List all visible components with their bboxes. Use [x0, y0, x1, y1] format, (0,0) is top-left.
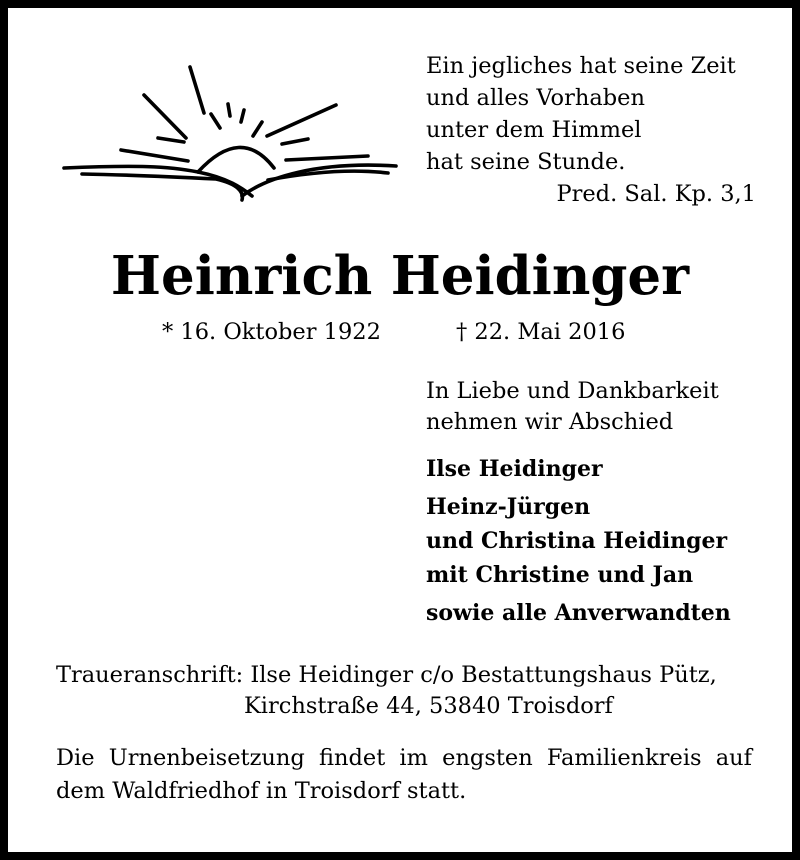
deceased-name: Heinrich Heidinger — [110, 245, 690, 307]
farewell-line: nehmen wir Abschied — [426, 409, 674, 435]
farewell-text — [426, 376, 719, 438]
mourning-address — [56, 660, 756, 722]
mourner-name: Heinz-Jürgen — [426, 494, 591, 520]
quote-line: hat seine Stunde. — [426, 149, 626, 175]
bible-quote — [426, 50, 756, 210]
mourners-list — [426, 452, 731, 630]
birth-date: * 16. Oktober 1922 — [162, 319, 381, 345]
quote-line: und alles Vorhaben — [426, 85, 645, 111]
death-date: † 22. Mai 2016 — [456, 319, 626, 345]
address-line: Traueranschrift: Ilse Heidinger c/o Bestattungshaus Pütz, — [56, 662, 717, 688]
quote-line: Ein jegliches hat seine Zeit — [426, 53, 736, 79]
mourner-name: Ilse Heidinger — [426, 456, 603, 482]
quote-reference: Pred. Sal. Kp. 3,1 — [556, 181, 756, 207]
farewell-line: In Liebe und Dankbarkeit — [426, 378, 719, 404]
quote-line: unter dem Himmel — [426, 117, 642, 143]
mourner-name: und Christina Heidinger — [426, 528, 728, 554]
burial-line: Die Urnenbeisetzung findet im engsten Familienkreis auf — [56, 745, 752, 771]
burial-line: dem Waldfriedhof in Troisdorf statt. — [56, 778, 467, 804]
rising-sun-icon — [56, 58, 406, 208]
mourner-name: mit Christine und Jan — [426, 562, 694, 588]
burial-notice — [56, 742, 752, 808]
mourner-name: sowie alle Anverwandten — [426, 600, 731, 626]
address-line: Kirchstraße 44, 53840 Troisdorf — [244, 693, 613, 719]
